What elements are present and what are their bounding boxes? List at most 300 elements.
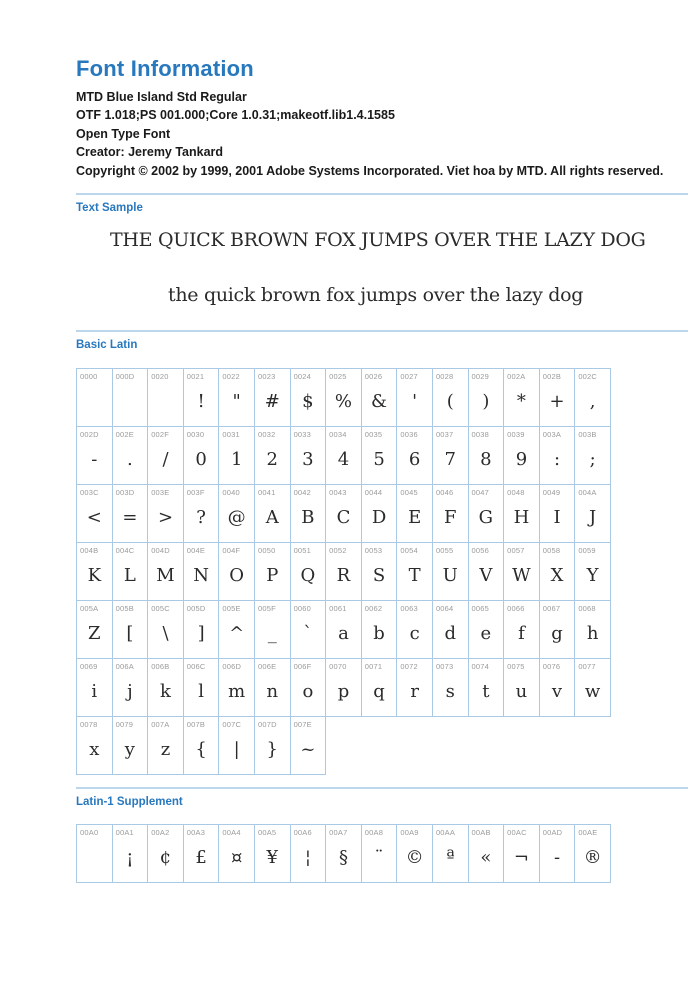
codepoint-label: 00A9 [400, 828, 419, 837]
codepoint-label: 000D [115, 372, 135, 381]
codepoint-label: 00A4 [222, 828, 241, 837]
glyph-sample: X [550, 564, 564, 586]
glyph-sample: ¦ [304, 846, 311, 868]
glyph-sample: * [516, 390, 526, 412]
glyph-sample: z [160, 738, 171, 760]
codepoint-label: 003C [80, 488, 99, 497]
codepoint-label: 0075 [507, 662, 525, 671]
glyph-sample: m [228, 680, 246, 702]
glyph-sample: o [302, 680, 314, 702]
glyph-cell [254, 426, 291, 485]
codepoint-label: 0030 [186, 430, 205, 439]
glyph-sample: d [444, 622, 456, 644]
glyph-sample: _ [267, 622, 277, 644]
glyph-cell [361, 824, 398, 883]
glyph-cell [147, 600, 184, 659]
glyph-cell [183, 542, 220, 601]
glyph-sample: § [338, 846, 348, 868]
codepoint-label: 0066 [507, 604, 525, 613]
glyph-cell [574, 484, 611, 543]
codepoint-label: 006F [293, 662, 312, 671]
glyph-sample: J [589, 506, 597, 528]
glyph-cell [218, 600, 255, 659]
codepoint-label: 003A [542, 430, 562, 439]
glyph-sample: ] [197, 622, 205, 644]
glyph-row [76, 484, 688, 543]
glyph-cell [539, 600, 576, 659]
glyph-sample: © [405, 846, 424, 868]
glyph-sample: F [443, 506, 457, 528]
codepoint-label: 00A8 [364, 828, 384, 837]
glyph-cell [254, 716, 291, 775]
glyph-sample: V [479, 564, 493, 586]
codepoint-label: 0048 [507, 488, 525, 497]
font-copyright-line: Copyright © 2002 by 1999, 2001 Adobe Systems Incorporated. Viet hoa by MTD. All rights reserved. [76, 163, 664, 178]
codepoint-label: 0044 [364, 488, 383, 497]
codepoint-label: 0049 [542, 488, 561, 497]
glyph-cell [574, 600, 611, 659]
codepoint-label: 005B [115, 604, 134, 613]
font-name-line: MTD Blue Island Std Regular [76, 89, 247, 104]
glyph-cell [396, 542, 433, 601]
page-title: Font Information [76, 56, 254, 81]
codepoint-label: 0062 [364, 604, 383, 613]
glyph-cell [183, 426, 220, 485]
glyph-cell [396, 600, 433, 659]
codepoint-label: 003B [578, 430, 597, 439]
glyph-row [76, 600, 688, 659]
codepoint-label: 0054 [400, 546, 418, 555]
glyph-sample: - [553, 846, 561, 868]
codepoint-label: 00A5 [257, 828, 277, 837]
glyph-sample: y [124, 738, 135, 760]
codepoint-label: 0079 [115, 720, 134, 729]
glyph-sample [77, 837, 112, 877]
glyph-sample: [ [126, 622, 134, 644]
glyph-sample: 7 [444, 448, 456, 470]
codepoint-label: 0034 [329, 430, 347, 439]
codepoint-label: 007A [151, 720, 170, 729]
codepoint-label: 002C [578, 372, 598, 381]
glyph-cell [112, 824, 149, 883]
glyph-sample: U [442, 564, 458, 586]
glyph-cell [290, 658, 327, 717]
glyph-sample: w [584, 680, 601, 702]
codepoint-label: 0072 [400, 662, 418, 671]
glyph-sample: H [513, 506, 530, 528]
codepoint-label: 0023 [257, 372, 276, 381]
glyph-sample: ! [197, 390, 205, 412]
latin1-supplement-glyph-table [76, 824, 688, 883]
glyph-cell [468, 484, 505, 543]
glyph-cell [112, 542, 149, 601]
glyph-sample: ) [482, 390, 490, 412]
codepoint-label: 00AE [578, 828, 598, 837]
font-type-line: Open Type Font [76, 126, 171, 141]
glyph-cell [574, 658, 611, 717]
glyph-cell [218, 824, 255, 883]
glyph-cell [468, 600, 505, 659]
glyph-cell [290, 368, 327, 427]
codepoint-label: 00AA [435, 828, 456, 837]
codepoint-label: 00AB [471, 828, 491, 837]
glyph-sample: s [445, 680, 455, 702]
glyph-sample: I [553, 506, 561, 528]
font-metadata [76, 88, 688, 181]
codepoint-label: 0074 [471, 662, 490, 671]
glyph-cell [503, 426, 540, 485]
pangram-uppercase: THE QUICK BROWN FOX JUMPS OVER THE LAZY DOG [110, 229, 646, 251]
glyph-sample: 4 [337, 448, 350, 470]
glyph-sample: ¥ [266, 846, 278, 868]
glyph-cell [290, 716, 327, 775]
glyph-sample: £ [195, 846, 207, 868]
codepoint-label: 0068 [578, 604, 596, 613]
glyph-cell [361, 484, 398, 543]
glyph-sample: W [512, 564, 531, 586]
glyph-cell [539, 658, 576, 717]
glyph-cell [218, 542, 255, 601]
glyph-cell [147, 484, 184, 543]
glyph-cell [468, 542, 505, 601]
glyph-sample: r [410, 680, 419, 702]
glyph-cell [396, 824, 433, 883]
glyph-cell [183, 600, 220, 659]
codepoint-label: 0056 [471, 546, 490, 555]
codepoint-label: 004E [186, 546, 206, 555]
glyph-sample: 2 [266, 448, 278, 470]
glyph-cell [290, 484, 327, 543]
codepoint-label: 002E [115, 430, 134, 439]
glyph-sample [113, 381, 148, 421]
glyph-cell [76, 542, 113, 601]
codepoint-label: 0035 [364, 430, 383, 439]
glyph-sample: P [266, 564, 279, 586]
codepoint-label: 00A0 [80, 828, 99, 837]
codepoint-label: 0021 [186, 372, 205, 381]
glyph-cell [183, 824, 220, 883]
codepoint-label: 0025 [329, 372, 347, 381]
glyph-sample: b [373, 622, 385, 644]
glyph-cell [468, 824, 505, 883]
glyph-sample: N [193, 564, 209, 586]
codepoint-label: 0024 [293, 372, 312, 381]
section-divider [76, 193, 688, 195]
glyph-sample: R [336, 564, 351, 586]
codepoint-label: 004F [222, 546, 241, 555]
codepoint-label: 0067 [542, 604, 561, 613]
glyph-sample: g [551, 622, 563, 644]
glyph-sample: L [123, 564, 136, 586]
glyph-sample: f [518, 622, 525, 644]
glyph-cell [147, 824, 184, 883]
glyph-cell [112, 368, 149, 427]
glyph-cell [76, 824, 113, 883]
glyph-cell [290, 542, 327, 601]
glyph-sample: D [371, 506, 387, 528]
glyph-sample: ( [446, 390, 454, 412]
glyph-cell [574, 542, 611, 601]
glyph-cell [112, 426, 149, 485]
glyph-cell [503, 542, 540, 601]
glyph-sample: 6 [408, 448, 421, 470]
glyph-sample: . [127, 448, 133, 470]
glyph-cell [503, 824, 540, 883]
glyph-cell [76, 716, 113, 775]
glyph-cell [112, 600, 149, 659]
glyph-cell [432, 600, 469, 659]
glyph-cell [361, 368, 398, 427]
glyph-sample: \ [162, 622, 169, 644]
codepoint-label: 002F [151, 430, 170, 439]
glyph-sample: n [266, 680, 279, 702]
glyph-cell [112, 658, 149, 717]
glyph-sample: p [337, 680, 350, 702]
glyph-sample: « [480, 846, 492, 868]
codepoint-label: 006E [257, 662, 277, 671]
codepoint-label: 004A [578, 488, 597, 497]
glyph-cell [539, 824, 576, 883]
codepoint-label: 0033 [293, 430, 312, 439]
glyph-sample: E [408, 506, 422, 528]
codepoint-label: 00A1 [115, 828, 134, 837]
glyph-cell [539, 368, 576, 427]
glyph-sample: ' [412, 390, 418, 412]
glyph-cell [539, 426, 576, 485]
glyph-sample: Q [300, 564, 316, 586]
glyph-sample: / [162, 448, 169, 470]
glyph-sample [77, 381, 112, 421]
codepoint-label: 005A [80, 604, 99, 613]
codepoint-label: 0027 [400, 372, 418, 381]
glyph-cell [361, 542, 398, 601]
glyph-sample: a [338, 622, 349, 644]
glyph-sample: $ [302, 390, 314, 412]
glyph-sample: q [373, 680, 385, 702]
codepoint-label: 0050 [257, 546, 276, 555]
glyph-sample: O [229, 564, 245, 586]
glyph-cell [574, 426, 611, 485]
glyph-cell [432, 542, 469, 601]
codepoint-label: 00A2 [151, 828, 170, 837]
glyph-cell [396, 426, 433, 485]
codepoint-label: 007C [222, 720, 242, 729]
glyph-cell [112, 484, 149, 543]
glyph-cell [574, 368, 611, 427]
codepoint-label: 0040 [222, 488, 240, 497]
codepoint-label: 007D [257, 720, 277, 729]
glyph-cell [218, 658, 255, 717]
glyph-sample: < [86, 506, 102, 528]
glyph-cell [183, 716, 220, 775]
glyph-cell [183, 484, 220, 543]
glyph-cell [325, 658, 362, 717]
glyph-sample: ¡ [126, 846, 134, 868]
codepoint-label: 0000 [80, 372, 98, 381]
glyph-sample: ; [589, 448, 596, 470]
glyph-sample: ª [445, 846, 455, 868]
glyph-cell [290, 426, 327, 485]
codepoint-label: 003D [115, 488, 135, 497]
glyph-cell [361, 658, 398, 717]
codepoint-label: 0059 [578, 546, 596, 555]
codepoint-label: 0041 [257, 488, 276, 497]
pangram-lowercase: the quick brown fox jumps over the lazy dog [168, 284, 584, 306]
glyph-sample: i [91, 680, 98, 702]
codepoint-label: 0063 [400, 604, 418, 613]
codepoint-label: 0022 [222, 372, 240, 381]
glyph-sample: 5 [373, 448, 385, 470]
codepoint-label: 0052 [329, 546, 347, 555]
codepoint-label: 0039 [507, 430, 525, 439]
glyph-cell [76, 426, 113, 485]
glyph-cell [183, 658, 220, 717]
glyph-sample: j [127, 680, 133, 702]
glyph-sample: v [551, 680, 563, 702]
codepoint-label: 0037 [435, 430, 454, 439]
glyph-cell [468, 658, 505, 717]
glyph-cell [290, 824, 327, 883]
glyph-cell [503, 484, 540, 543]
glyph-sample: l [198, 680, 204, 702]
glyph-sample: T [408, 564, 421, 586]
glyph-sample: & [371, 390, 388, 412]
glyph-sample: h [586, 622, 599, 644]
glyph-sample: A [265, 506, 279, 528]
codepoint-label: 00A7 [329, 828, 348, 837]
glyph-cell [147, 426, 184, 485]
codepoint-label: 0026 [364, 372, 383, 381]
codepoint-label: 0076 [542, 662, 561, 671]
glyph-cell [254, 658, 291, 717]
glyph-sample: G [478, 506, 494, 528]
codepoint-label: 0047 [471, 488, 490, 497]
glyph-cell [254, 484, 291, 543]
glyph-cell [325, 824, 362, 883]
codepoint-label: 005F [257, 604, 276, 613]
glyph-cell [254, 600, 291, 659]
glyph-sample: 1 [230, 448, 243, 470]
glyph-sample: ? [196, 506, 206, 528]
glyph-row [76, 824, 688, 883]
glyph-cell [539, 542, 576, 601]
glyph-cell [218, 426, 255, 485]
glyph-cell [574, 824, 611, 883]
glyph-sample: M [156, 564, 175, 586]
codepoint-label: 0036 [400, 430, 418, 439]
glyph-sample: ¤ [230, 846, 243, 868]
glyph-cell [325, 542, 362, 601]
codepoint-label: 00A6 [293, 828, 312, 837]
glyph-sample: e [480, 622, 492, 644]
glyph-sample: 0 [195, 448, 207, 470]
codepoint-label: 004D [151, 546, 170, 555]
glyph-cell [325, 426, 362, 485]
glyph-cell [468, 426, 505, 485]
glyph-sample: ¬ [513, 846, 529, 868]
codepoint-label: 006B [151, 662, 170, 671]
section-divider [76, 330, 688, 332]
codepoint-label: 0038 [471, 430, 490, 439]
glyph-sample: x [89, 738, 100, 760]
codepoint-label: 0060 [293, 604, 312, 613]
glyph-sample: c [409, 622, 420, 644]
glyph-cell [325, 484, 362, 543]
glyph-sample: ® [583, 846, 602, 868]
codepoint-label: 00AC [507, 828, 527, 837]
glyph-sample: , [589, 390, 596, 412]
glyph-cell [218, 368, 255, 427]
glyph-sample: ^ [229, 622, 245, 644]
glyph-sample: 9 [515, 448, 528, 470]
codepoint-label: 005D [186, 604, 206, 613]
glyph-cell [432, 426, 469, 485]
glyph-cell [396, 484, 433, 543]
glyph-cell [503, 658, 540, 717]
glyph-cell [325, 368, 362, 427]
glyph-cell [147, 716, 184, 775]
glyph-cell [432, 368, 469, 427]
codepoint-label: 0057 [507, 546, 525, 555]
codepoint-label: 007E [293, 720, 312, 729]
glyph-row [76, 542, 688, 601]
glyph-sample: : [553, 448, 561, 470]
glyph-sample: t [482, 680, 490, 702]
codepoint-label: 0032 [257, 430, 276, 439]
glyph-row [76, 426, 688, 485]
codepoint-label: 006D [222, 662, 242, 671]
codepoint-label: 003E [151, 488, 170, 497]
glyph-cell [112, 716, 149, 775]
glyph-cell [468, 368, 505, 427]
glyph-sample: + [549, 390, 565, 412]
codepoint-label: 0070 [329, 662, 347, 671]
glyph-cell [539, 484, 576, 543]
codepoint-label: 002D [80, 430, 99, 439]
glyph-sample: ~ [300, 738, 316, 760]
codepoint-label: 0065 [471, 604, 490, 613]
glyph-cell [183, 368, 220, 427]
font-version-line: OTF 1.018;PS 001.000;Core 1.0.31;makeotf.lib1.4.1585 [76, 108, 395, 122]
glyph-row [76, 368, 688, 427]
glyph-cell [254, 542, 291, 601]
codepoint-label: 0078 [80, 720, 98, 729]
glyph-sample [148, 381, 183, 421]
codepoint-label: 00A3 [186, 828, 206, 837]
glyph-cell [432, 658, 469, 717]
glyph-sample: B [301, 506, 315, 528]
basic-latin-glyph-table [76, 368, 688, 775]
codepoint-label: 0053 [364, 546, 383, 555]
glyph-cell [396, 368, 433, 427]
glyph-cell [76, 600, 113, 659]
codepoint-label: 002A [507, 372, 526, 381]
glyph-sample: 8 [480, 448, 492, 470]
codepoint-label: 0064 [435, 604, 454, 613]
glyph-row [76, 658, 688, 717]
glyph-cell [147, 542, 184, 601]
glyph-sample: ¢ [159, 846, 172, 868]
glyph-sample: - [91, 448, 98, 470]
codepoint-label: 0029 [471, 372, 490, 381]
glyph-sample: K [87, 564, 102, 586]
codepoint-label: 0058 [542, 546, 561, 555]
glyph-cell [290, 600, 327, 659]
glyph-sample: } [266, 738, 278, 760]
glyph-cell [147, 658, 184, 717]
glyph-cell [254, 824, 291, 883]
glyph-cell [147, 368, 184, 427]
